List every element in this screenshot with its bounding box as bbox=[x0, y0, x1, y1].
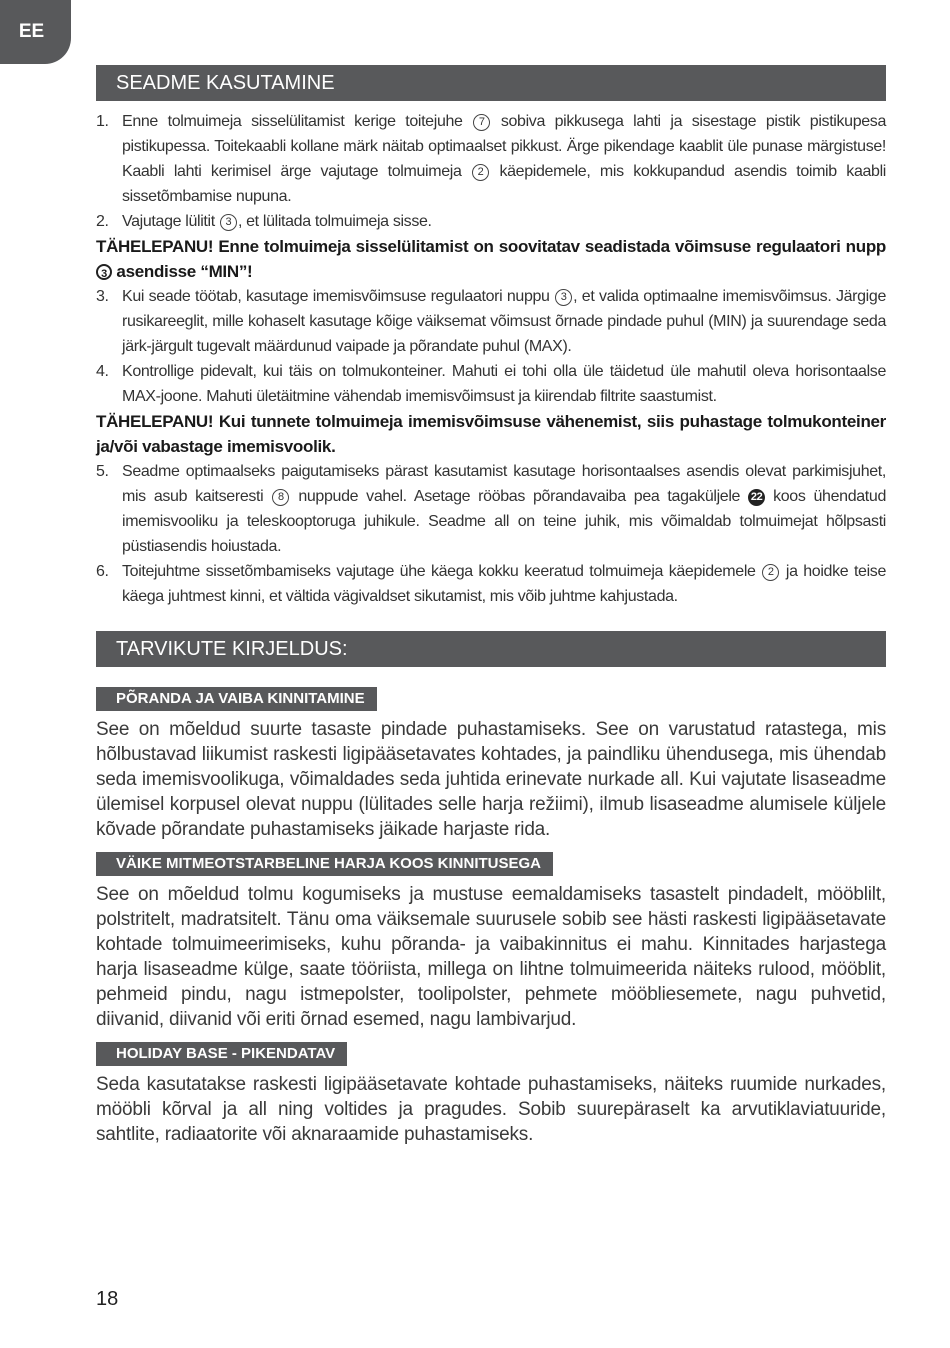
usage-steps-b bbox=[96, 284, 886, 409]
step-number: 3. bbox=[96, 288, 109, 305]
accessory-description: Seda kasutatakse raskesti ligipääsetavate kohtade puhastamiseks, näiteks ruumide nurkades, mööbli kõrval ja all ning voltides ja pragudes. Sobib suurepäraselt ka arvutiklaviatuuride, sahtlite, radiaatorite või aknaraamide puhastamiseks. bbox=[96, 1074, 886, 1145]
step-number: 4. bbox=[96, 363, 109, 380]
warning-text: asendisse “MIN”! bbox=[112, 262, 253, 281]
step-text: ja hoidke teise käega juhtmest kinni, et vältida vägivaldset sikutamist, mis võib juhtme kahjustada. bbox=[122, 563, 886, 605]
step-text: Enne tolmuimeja sisselülitamist kerige toitejuhe bbox=[122, 113, 473, 130]
accessory-block bbox=[96, 1042, 886, 1147]
subsection-heading: PÕRANDA JA VAIBA KINNITAMINE bbox=[96, 687, 377, 711]
step-item bbox=[96, 109, 886, 209]
step-item bbox=[96, 559, 886, 609]
page-content bbox=[96, 65, 886, 1147]
step-item bbox=[96, 209, 886, 234]
part-ref-badge: 8 bbox=[272, 489, 289, 506]
step-text: Seadme optimaalseks paigutamiseks pärast kasutamist kasutage horisontaalses asendis olevat parkimisjuhet, mis asub kaitseresti bbox=[122, 463, 886, 505]
step-number: 6. bbox=[96, 563, 109, 580]
step-text: , et lülitada tolmuimeja sisse. bbox=[237, 213, 432, 230]
step-text: Kontrollige pidevalt, kui täis on tolmukonteiner. Mahuti ei tohi olla üle täidetud üle mahutil oleva horisontaalse MAX-joone. Mahuti ületäitmine vähendab imemisvõimsust ja kiirendab filtrite saastumist. bbox=[122, 363, 886, 405]
accessory-block bbox=[96, 852, 886, 1032]
usage-steps-a bbox=[96, 109, 886, 234]
accessory-block bbox=[96, 687, 886, 842]
step-text: koos ühendatud imemisvooliku ja teleskooptoruga juhikule. Seadme all on teine juhik, mis võimaldab tolmuimejat hõlpsasti püstiasendis hoiustada. bbox=[122, 488, 886, 555]
step-text: sobiva pikkusega lahti ja sisestage pistik pistikupesa pistikupessa. Toitekaabli kollane märk näitab optimaalset pikkust. Ärge pikendage kaablit üle punase märgistuse! Kaabli lahti kerimisel ärge vajutage tolmuimeja bbox=[122, 113, 886, 180]
step-text: käepidemele, mis kokkupandud asendis toimib kaabli sissetõmbamise nupuna. bbox=[122, 163, 886, 205]
language-tab bbox=[0, 0, 71, 64]
part-ref-badge: 2 bbox=[472, 164, 489, 181]
subsection-heading: HOLIDAY BASE - PIKENDATAV bbox=[96, 1042, 347, 1066]
step-number: 2. bbox=[96, 213, 109, 230]
part-ref-badge: 2 bbox=[762, 564, 779, 581]
step-item bbox=[96, 359, 886, 409]
step-text: Vajutage lülitit bbox=[122, 213, 219, 230]
part-ref-badge: 22 bbox=[748, 489, 765, 506]
part-ref-badge: 3 bbox=[96, 264, 112, 280]
part-ref-badge: 3 bbox=[555, 289, 572, 306]
warning-note: TÄHELEPANU! Kui tunnete tolmuimeja imemisvõimsuse vähenemist, siis puhastage tolmukonteiner ja/või vabastage imemisvoolik. bbox=[96, 412, 886, 456]
step-text: nuppude vahel. Asetage rööbas põrandavaiba pea tagaküljele bbox=[290, 488, 749, 505]
accessory-description: See on mõeldud tolmu kogumiseks ja mustuse eemaldamiseks tasastelt pindadelt, mööblilt, polstritelt, madratsitelt. Tänu oma väiksemale suurusele sobib see hästi raskesti ligipääsetavate kohtade tolmuimeerimiseks, kuhu põranda- ja vaibakinnitus ei mahu. Kinnitades harjastega harja lisaseadme külge, saate tööriista, millega on lihtne tolmuimeerida näiteks rulood, mööblit, pehmeid pindu, nagu istmepolster, toolipolster, pehmete mööbliesemete, nagu puhvetid, diivanid, diivanid või eriti õrnad esemed, nagu lambivarjud. bbox=[96, 884, 886, 1030]
step-number: 5. bbox=[96, 463, 109, 480]
language-code: EE bbox=[18, 21, 45, 42]
step-text: Kui seade töötab, kasutage imemisvõimsuse regulaatori nuppu bbox=[122, 288, 555, 305]
step-item bbox=[96, 284, 886, 359]
page-number: 18 bbox=[96, 1288, 119, 1310]
step-number: 1. bbox=[96, 113, 109, 130]
subsection-heading: VÄIKE MITMEOTSTARBELINE HARJA KOOS KINNITUSEGA bbox=[96, 852, 553, 876]
accessory-description: See on mõeldud suurte tasaste pindade puhastamiseks. See on varustatud ratastega, mis hõlbustavad liikumist raskesti ligipääsetavates kohtades, ja paindliku ühendusega, mis ühendab seda imemisvoolikuga, võimaldades seda juhtida erinevate nurkade all. Kui vajutate lisaseadme ülemisel korpusel olevat nuppu (lülitades selle harja režiimi), ilmub lisaseadme alumisele küljele kõvade põrandate puhastamiseks jäikade harjaste rida. bbox=[96, 719, 886, 840]
part-ref-badge: 7 bbox=[473, 114, 490, 131]
warning-note bbox=[96, 234, 886, 284]
usage-steps-c bbox=[96, 459, 886, 609]
part-ref-badge: 3 bbox=[220, 214, 237, 231]
step-text: , et valida optimaalne imemisvõimsus. Järgige rusikareeglit, mille kohaselt kasutage kõige väiksemat võimsust õrnade pindade puhul (MIN) ja suurendage seda järk-järgult tugevalt määrdunud vaipade ja põrandate puhul (MAX). bbox=[122, 288, 886, 355]
step-text: Toitejuhtme sissetõmbamiseks vajutage ühe käega kokku keeratud tolmuimeja käepidemele bbox=[122, 563, 762, 580]
section-heading-accessories: TARVIKUTE KIRJELDUS: bbox=[96, 631, 886, 667]
warning-text: TÄHELEPANU! Enne tolmuimeja sisselülitamist on soovitatav seadistada võimsuse regulaatori nupp bbox=[96, 237, 886, 256]
section-heading-usage: SEADME KASUTAMINE bbox=[96, 65, 886, 101]
step-item bbox=[96, 459, 886, 559]
